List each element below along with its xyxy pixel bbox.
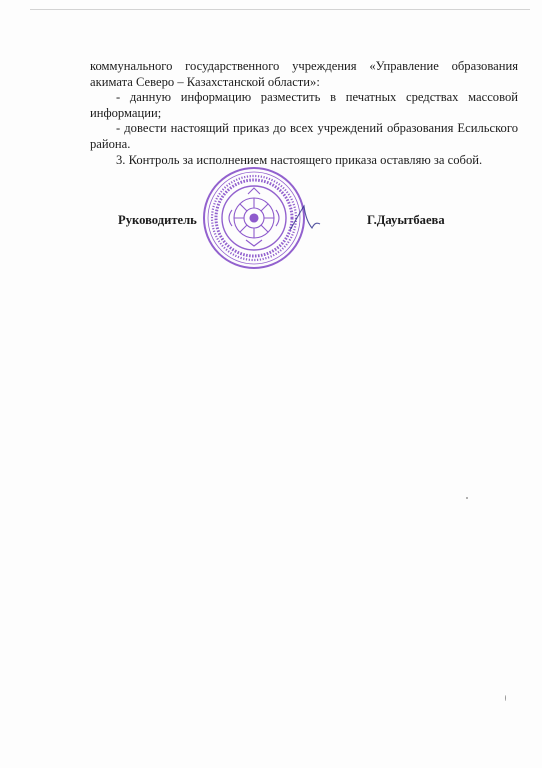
signature-name: Г.Дауытбаева — [367, 213, 445, 227]
paragraph-control: 3. Контроль за исполнением настоящего приказа оставляю за собой. — [116, 152, 483, 167]
scan-speck — [505, 695, 506, 701]
scan-edge-line — [30, 9, 530, 10]
paragraph-bring-order: - довести настоящий приказ до всех учреждений образования Есильского района. — [90, 121, 518, 151]
paragraph-continuation: коммунального государственного учреждения «Управление образования акимата Северо – Казахстанской области»: — [90, 59, 518, 89]
document-body — [90, 59, 518, 168]
paragraph-publish-info: - данную информацию разместить в печатных средствах массовой информации; — [90, 90, 518, 120]
signature-title: Руководитель — [118, 213, 197, 227]
scan-speck — [466, 497, 468, 499]
handwritten-signature-icon — [286, 200, 326, 240]
kazakhstan-emblem-icon — [229, 188, 279, 246]
